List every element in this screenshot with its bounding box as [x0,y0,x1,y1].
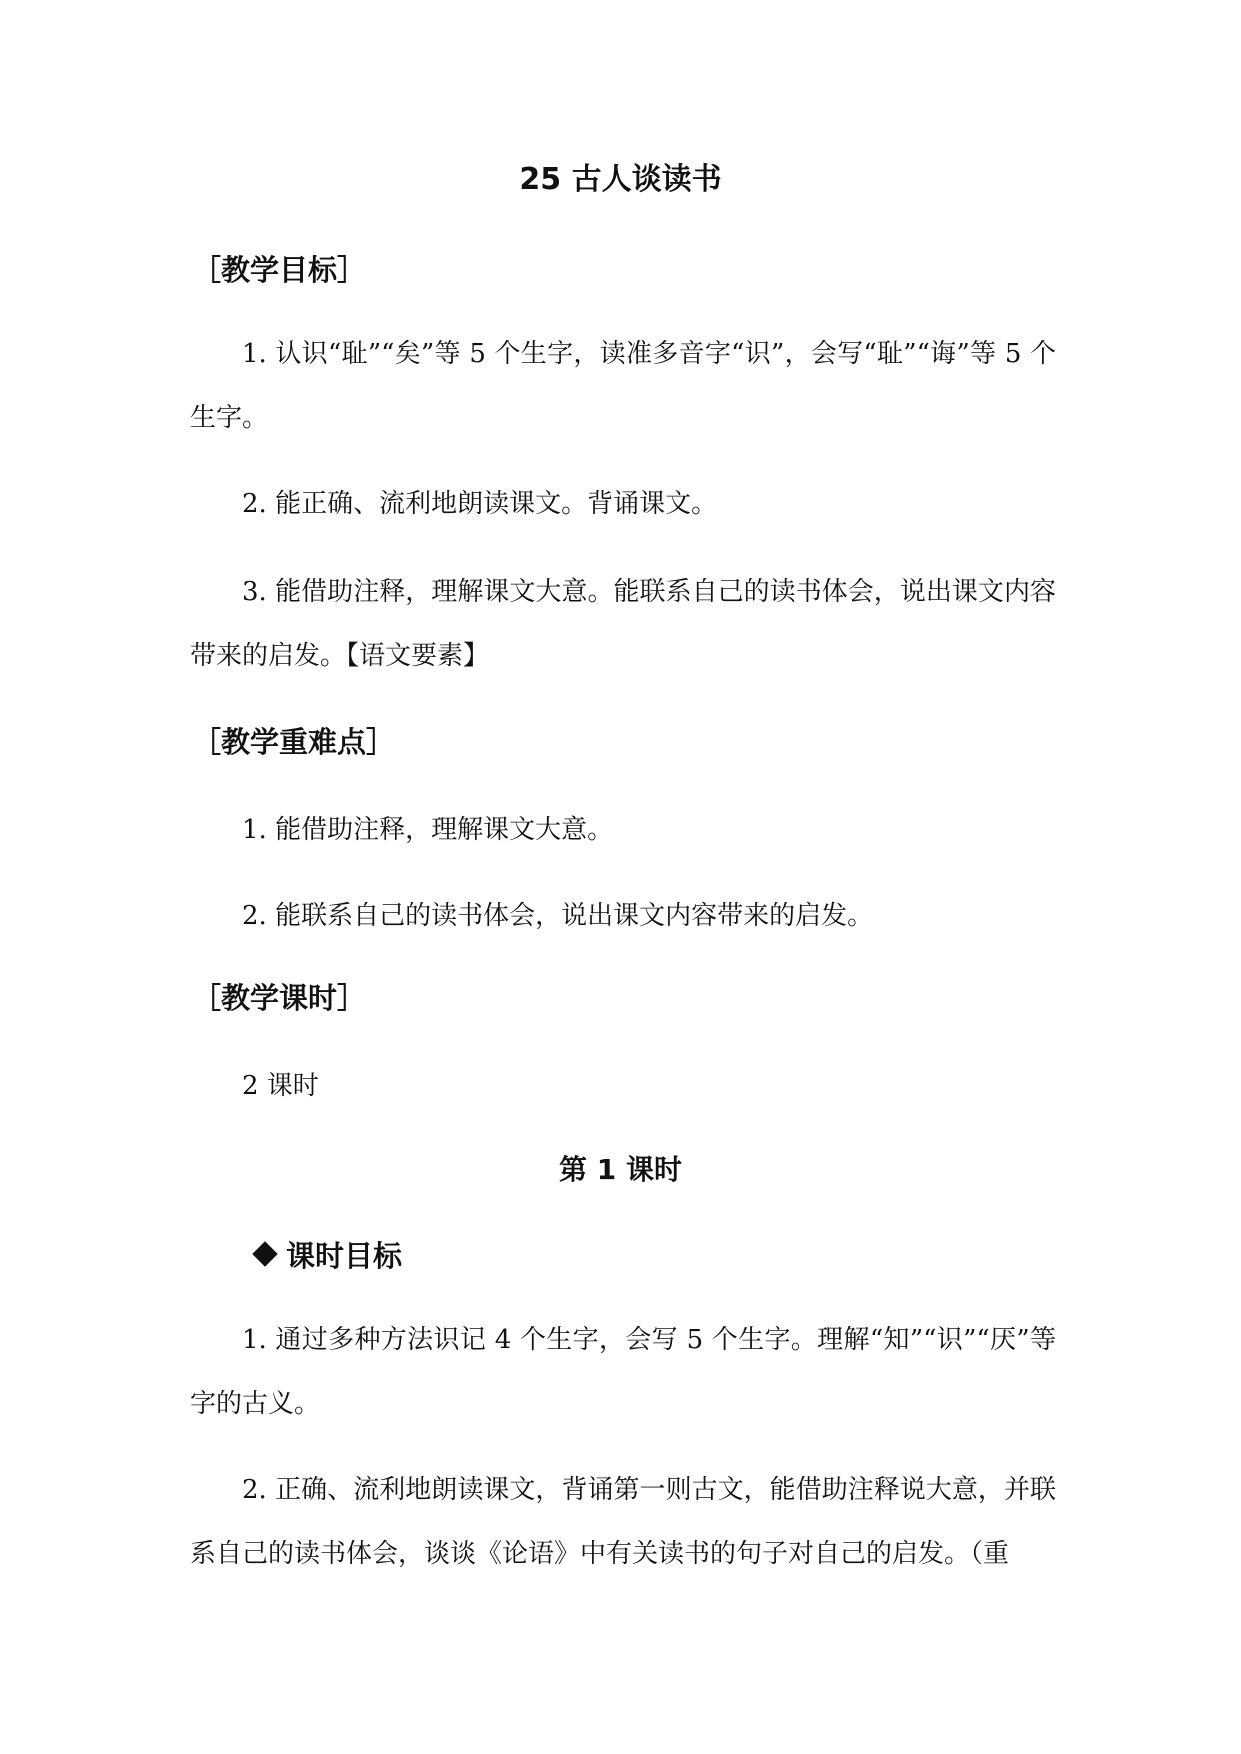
right-bracket: ］ [337,981,367,1015]
periods-value: 2 课时 [242,1071,319,1101]
section-heading-periods [192,978,366,1018]
section-heading-periods-text: 教学课时 [221,981,338,1015]
lesson-1-title: 第 1 课时 [559,1153,682,1186]
goal-item-1: 1. 认识“耻”“矣”等 5 个生字，读准多音字“识”，会写“耻”“诲”等 5 个生字。 [190,339,1056,433]
left-bracket: ［ [192,253,222,287]
goal-item-3: 3. 能借助注释，理解课文大意。能联系自己的读书体会，说出课文内容带来的启发。【语文要素】 [190,577,1056,671]
goal-item-2: 2. 能正确、流利地朗读课文。背诵课文。 [242,489,718,519]
section-heading-goals [192,250,366,290]
lesson-1-goals-heading [252,1236,402,1276]
section-heading-key-points-text: 教学重难点 [221,725,367,759]
section-heading-key-points [192,722,395,762]
key-point-item-2: 2. 能联系自己的读书体会，说出课文内容带来的启发。 [242,901,874,931]
lesson-1-goal-item-2: 2. 正确、流利地朗读课文，背诵第一则古文，能借助注释说大意，并联系自己的读书体会，谈谈《论语》中有关读书的句子对自己的启发。（重 [190,1475,1056,1569]
lesson-1-goal-item-1: 1. 通过多种方法识记 4 个生字，会写 5 个生字。理解“知”“识”“厌”等字的古义。 [190,1325,1056,1419]
key-point-item-1: 1. 能借助注释，理解课文大意。 [242,815,614,845]
document-title: 25 古人谈读书 [519,162,722,197]
left-bracket: ［ [192,725,222,759]
right-bracket: ］ [337,253,367,287]
lesson-1-goals-heading-text: 课时目标 [286,1239,403,1273]
right-bracket: ］ [366,725,396,759]
diamond-bullet-icon [252,1241,277,1266]
left-bracket: ［ [192,981,222,1015]
section-heading-goals-text: 教学目标 [221,253,338,287]
